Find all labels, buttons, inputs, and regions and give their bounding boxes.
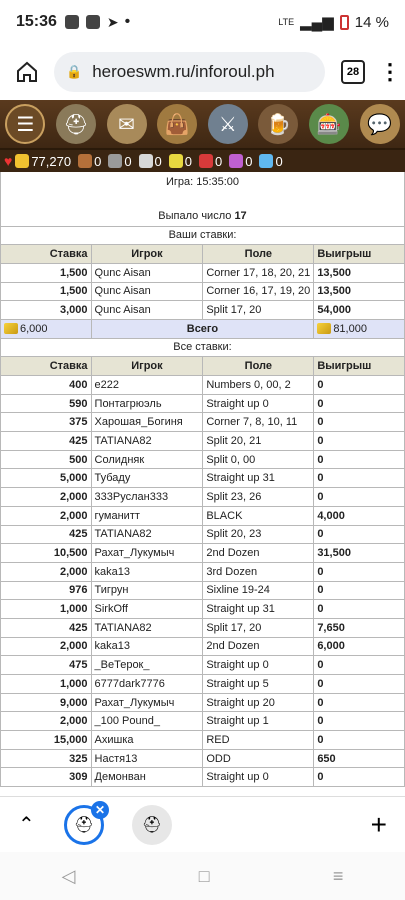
- wood-icon: [78, 154, 92, 168]
- bet-cell: 10,500: [1, 544, 92, 563]
- bet-cell: 425: [1, 525, 92, 544]
- player-cell[interactable]: kaka13: [91, 562, 203, 581]
- bet-cell: 590: [1, 394, 92, 413]
- bet-cell: 2,000: [1, 562, 92, 581]
- helmet-favicon-icon: ⛑: [73, 816, 95, 834]
- bet-cell: 2,000: [1, 506, 92, 525]
- crystals-icon: [199, 154, 213, 168]
- menu-kebab-button[interactable]: ⋮: [379, 59, 401, 84]
- player-cell[interactable]: Харошая_Богиня: [91, 413, 203, 432]
- table-row: [1, 600, 405, 619]
- field-cell: Split 20, 23: [203, 525, 314, 544]
- player-cell[interactable]: Настя13: [91, 749, 203, 768]
- url-text: heroeswm.ru/inforoul.ph: [92, 62, 275, 81]
- close-tab-icon[interactable]: ✕: [91, 801, 109, 819]
- field-cell: Numbers 0, 00, 2: [203, 376, 314, 395]
- field-cell: 2nd Dozen: [203, 637, 314, 656]
- field-cell: Split 17, 20: [203, 618, 314, 637]
- table-row: [1, 675, 405, 694]
- roulette-icon[interactable]: 🎰: [309, 104, 349, 144]
- roulette-results: [0, 172, 405, 796]
- col-player: Игрок: [91, 357, 203, 376]
- bet-cell: 2,000: [1, 637, 92, 656]
- table-row: [1, 581, 405, 600]
- network-label: LTE: [278, 17, 295, 27]
- win-cell: 0: [314, 525, 405, 544]
- gold-icon: [15, 154, 29, 168]
- win-cell: 0: [314, 413, 405, 432]
- field-cell: Straight up 20: [203, 693, 314, 712]
- mercury-icon: [139, 154, 153, 168]
- player-cell[interactable]: Тигрун: [91, 581, 203, 600]
- resource-crystals: 0: [199, 154, 222, 169]
- spacer: [1, 192, 405, 206]
- helmet-favicon-icon: ⛑: [141, 816, 163, 834]
- win-cell: 0: [314, 600, 405, 619]
- win-cell: 0: [314, 394, 405, 413]
- heart-icon: ♥: [4, 153, 13, 169]
- field-cell: Straight up 0: [203, 394, 314, 413]
- knight-helmet-icon[interactable]: ⛑: [56, 104, 96, 144]
- table-row: [1, 263, 405, 282]
- table-row: [1, 450, 405, 469]
- tavern-mug-icon[interactable]: 🍺: [258, 104, 298, 144]
- menu-icon[interactable]: ☰: [5, 104, 45, 144]
- table-row: [1, 749, 405, 768]
- table-row: [1, 637, 405, 656]
- resource-mercury: 0: [139, 154, 162, 169]
- tab-strip: [0, 796, 405, 852]
- recents-icon[interactable]: ≡: [332, 865, 344, 886]
- field-cell: RED: [203, 731, 314, 750]
- resource-gems: 0: [229, 154, 252, 169]
- sulfur-icon: [169, 154, 183, 168]
- player-cell[interactable]: Солидняк: [91, 450, 203, 469]
- url-field[interactable]: [54, 52, 325, 92]
- system-nav-bar: [0, 852, 405, 900]
- win-cell: 0: [314, 675, 405, 694]
- col-bet: Ставка: [1, 245, 92, 264]
- field-cell: Corner 7, 8, 10, 11: [203, 413, 314, 432]
- notification-icon: [86, 15, 100, 29]
- win-cell: 7,650: [314, 618, 405, 637]
- table-row: [1, 469, 405, 488]
- player-cell[interactable]: _ВеТерок_: [91, 656, 203, 675]
- player-cell[interactable]: SirkOff: [91, 600, 203, 619]
- bet-cell: 1,500: [1, 263, 92, 282]
- bet-cell: 1,500: [1, 282, 92, 301]
- bet-cell: 375: [1, 413, 92, 432]
- win-cell: 0: [314, 731, 405, 750]
- bet-cell: 309: [1, 768, 92, 787]
- resource-sulfur: 0: [169, 154, 192, 169]
- signal-icon: ▂▄▆: [300, 14, 334, 31]
- browser-toolbar: [0, 44, 405, 100]
- win-cell: 4,000: [314, 506, 405, 525]
- field-cell: Straight up 31: [203, 600, 314, 619]
- col-field: Поле: [203, 357, 314, 376]
- bet-cell: 2,000: [1, 712, 92, 731]
- player-cell[interactable]: Понтагрюэль: [91, 394, 203, 413]
- field-cell: Straight up 1: [203, 712, 314, 731]
- player-cell[interactable]: TATIANA82: [91, 432, 203, 451]
- table-row: [1, 413, 405, 432]
- bet-cell: 1,000: [1, 600, 92, 619]
- chevron-up-icon[interactable]: ⌃: [18, 814, 35, 836]
- all-bets-header: [1, 357, 405, 376]
- bet-cell: 976: [1, 581, 92, 600]
- table-row: [1, 525, 405, 544]
- bet-cell: 475: [1, 656, 92, 675]
- lock-icon: 🔒: [66, 64, 83, 79]
- win-cell: 13,500: [314, 282, 405, 301]
- gold-icon: [4, 323, 18, 334]
- bet-cell: 325: [1, 749, 92, 768]
- col-win: Выигрыш: [314, 245, 405, 264]
- player-cell[interactable]: Рахат_Лукумыч: [91, 544, 203, 563]
- bet-cell: 425: [1, 618, 92, 637]
- bet-cell: 1,000: [1, 675, 92, 694]
- tab-thumbnail[interactable]: [132, 805, 172, 845]
- field-cell: Straight up 5: [203, 675, 314, 694]
- col-bet: Ставка: [1, 357, 92, 376]
- win-cell: 0: [314, 712, 405, 731]
- table-row: [1, 693, 405, 712]
- col-player: Игрок: [91, 245, 203, 264]
- player-cell[interactable]: kaka13: [91, 637, 203, 656]
- total-bet: 6,000: [1, 319, 92, 338]
- resource-gold: 77,270: [15, 154, 71, 169]
- status-bar: [0, 0, 405, 44]
- table-row: [1, 618, 405, 637]
- bet-cell: 9,000: [1, 693, 92, 712]
- table-row: [1, 712, 405, 731]
- win-cell: 54,000: [314, 301, 405, 320]
- total-win: 81,000: [314, 319, 405, 338]
- dot-icon: •: [124, 13, 131, 30]
- back-icon[interactable]: ◁: [61, 865, 76, 886]
- win-cell: 0: [314, 693, 405, 712]
- gems-icon: [229, 154, 243, 168]
- player-cell[interactable]: TATIANA82: [91, 618, 203, 637]
- table-row: [1, 432, 405, 451]
- bet-cell: 3,000: [1, 301, 92, 320]
- my-bets-header: [1, 245, 405, 264]
- bet-cell: 2,000: [1, 488, 92, 507]
- player-cell[interactable]: _100 Pound_: [91, 712, 203, 731]
- all-bets-title: Все ставки:: [1, 338, 405, 357]
- bet-cell: 400: [1, 376, 92, 395]
- total-row: [1, 319, 405, 338]
- player-cell[interactable]: Qunc Aisan: [91, 301, 203, 320]
- telegram-icon: ➤: [106, 13, 119, 30]
- my-bets-rows: [1, 263, 405, 319]
- ore-icon: [108, 154, 122, 168]
- col-field: Поле: [203, 245, 314, 264]
- results-table: [0, 172, 405, 787]
- status-time: 15:36: [16, 13, 57, 30]
- resource-diamonds: 0: [259, 154, 282, 169]
- win-cell: 13,500: [314, 263, 405, 282]
- table-row: [1, 562, 405, 581]
- table-row: [1, 376, 405, 395]
- bag-icon[interactable]: 👜: [157, 104, 197, 144]
- player-cell[interactable]: Qunc Aisan: [91, 263, 203, 282]
- crossed-swords-icon[interactable]: ⚔: [208, 104, 248, 144]
- new-tab-button[interactable]: +: [370, 808, 387, 840]
- player-cell[interactable]: Демонван: [91, 768, 203, 787]
- player-cell[interactable]: 333Руслан333: [91, 488, 203, 507]
- field-cell: Straight up 0: [203, 768, 314, 787]
- field-cell: Corner 16, 17, 19, 20: [203, 282, 314, 301]
- bet-cell: 500: [1, 450, 92, 469]
- field-cell: BLACK: [203, 506, 314, 525]
- player-cell[interactable]: e222: [91, 376, 203, 395]
- table-row: [1, 488, 405, 507]
- field-cell: Straight up 0: [203, 656, 314, 675]
- field-cell: Sixline 19-24: [203, 581, 314, 600]
- field-cell: Split 23, 26: [203, 488, 314, 507]
- field-cell: Split 17, 20: [203, 301, 314, 320]
- win-cell: 0: [314, 488, 405, 507]
- battery-label: 14 %: [354, 13, 389, 31]
- gold-icon: [317, 323, 331, 334]
- win-cell: 0: [314, 562, 405, 581]
- win-cell: 0: [314, 656, 405, 675]
- resource-ore: 0: [108, 154, 131, 169]
- table-row: [1, 394, 405, 413]
- win-cell: 0: [314, 469, 405, 488]
- field-cell: Corner 17, 18, 20, 21: [203, 263, 314, 282]
- table-row: [1, 544, 405, 563]
- home-icon: [15, 60, 39, 84]
- win-cell: 0: [314, 768, 405, 787]
- player-cell[interactable]: TATIANA82: [91, 525, 203, 544]
- table-row: [1, 731, 405, 750]
- field-cell: 2nd Dozen: [203, 544, 314, 563]
- col-win: Выигрыш: [314, 357, 405, 376]
- result-line: Выпало число 17: [1, 206, 405, 226]
- game-nav: [0, 100, 405, 150]
- win-cell: 0: [314, 376, 405, 395]
- table-row: [1, 656, 405, 675]
- diamond-icon: [259, 154, 273, 168]
- my-bets-title: Ваши ставки:: [1, 226, 405, 245]
- win-cell: 0: [314, 581, 405, 600]
- win-cell: 0: [314, 432, 405, 451]
- player-cell[interactable]: Qunc Aisan: [91, 282, 203, 301]
- game-label: Игра: 15:35:00: [1, 172, 405, 192]
- table-row: [1, 506, 405, 525]
- player-cell[interactable]: Тубаду: [91, 469, 203, 488]
- resource-wood: 0: [78, 154, 101, 169]
- player-cell[interactable]: Рахат_Лукумыч: [91, 693, 203, 712]
- all-bets-rows: [1, 376, 405, 787]
- bet-cell: 5,000: [1, 469, 92, 488]
- home-nav-icon[interactable]: □: [198, 865, 210, 886]
- field-cell: Split 0, 00: [203, 450, 314, 469]
- win-cell: 31,500: [314, 544, 405, 563]
- field-cell: Split 20, 21: [203, 432, 314, 451]
- field-cell: 3rd Dozen: [203, 562, 314, 581]
- tab-thumbnail-active[interactable]: [64, 802, 106, 845]
- player-cell[interactable]: Ахишка: [91, 731, 203, 750]
- table-row: [1, 282, 405, 301]
- resources-bar: [0, 150, 405, 172]
- tab-switcher-button[interactable]: 28: [341, 60, 365, 84]
- win-cell: 6,000: [314, 637, 405, 656]
- table-row: [1, 301, 405, 320]
- total-label: Всего: [91, 319, 314, 338]
- notification-icon: [65, 15, 79, 29]
- bet-cell: 425: [1, 432, 92, 451]
- map-scroll-icon[interactable]: ✉: [107, 104, 147, 144]
- home-button[interactable]: [10, 55, 44, 89]
- player-cell[interactable]: 6777dark7776: [91, 675, 203, 694]
- win-cell: 650: [314, 749, 405, 768]
- chat-icon[interactable]: 💬: [360, 104, 400, 144]
- bet-cell: 15,000: [1, 731, 92, 750]
- result-number: 17: [234, 209, 247, 222]
- field-cell: Straight up 31: [203, 469, 314, 488]
- field-cell: ODD: [203, 749, 314, 768]
- table-row: [1, 768, 405, 787]
- player-cell[interactable]: гуманитт: [91, 506, 203, 525]
- battery-icon: [340, 15, 349, 30]
- win-cell: 0: [314, 450, 405, 469]
